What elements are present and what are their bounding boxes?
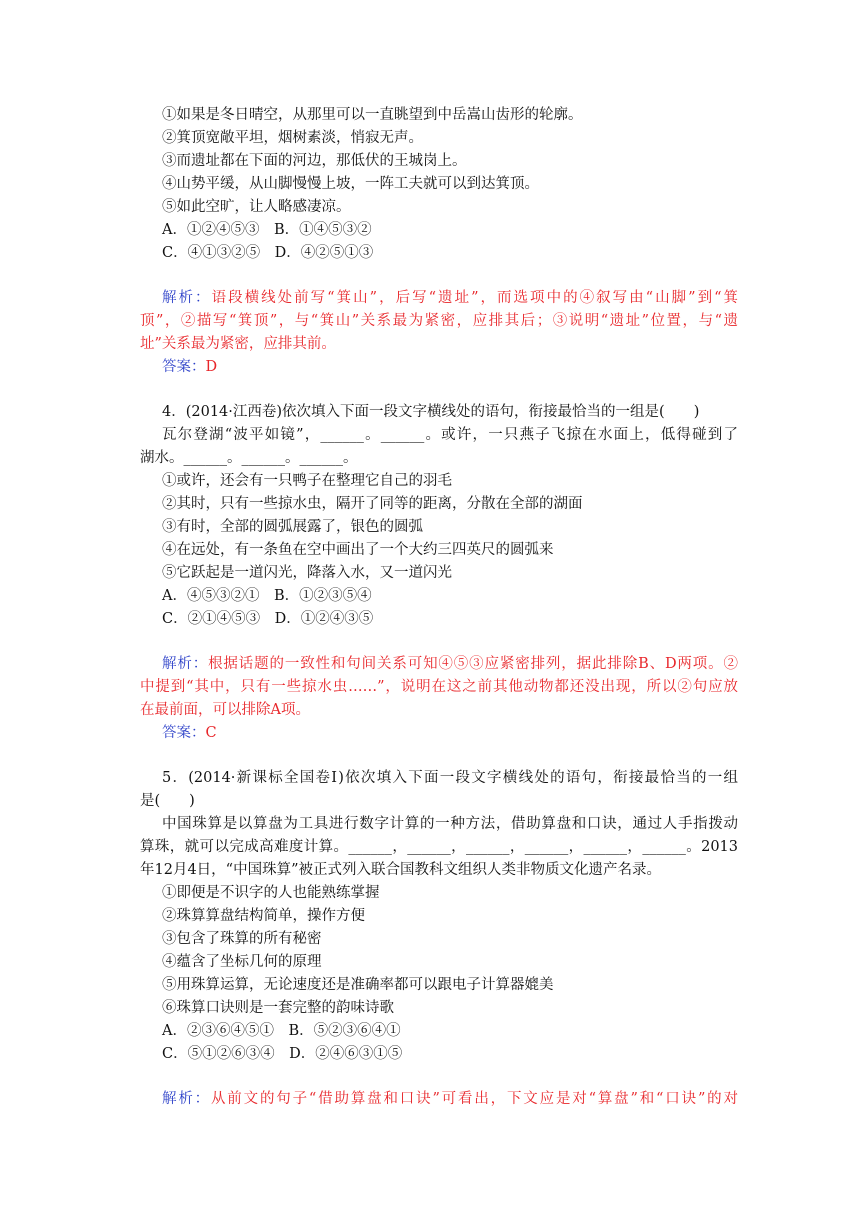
q4-analysis-label: 解析： (162, 656, 209, 672)
q5-analysis-label: 解析： (162, 1091, 211, 1107)
q4-choices-ab: A．④⑤③②① B．①②③⑤④ (162, 588, 372, 604)
q4-answer: 答案：C (162, 725, 217, 741)
q3-option-5: ⑤如此空旷，让人略感凄凉。 (162, 199, 351, 215)
q5-analysis-line-1: 解析：从前文的句子“借助算盘和口诀”可看出，下文应是对“算盘”和“口诀”的对 (162, 1091, 739, 1107)
q4-option-4: ④在远处，有一条鱼在空中画出了一个大约三四英尺的圆弧来 (162, 542, 554, 558)
q5-stem-line-1: 5．(2014·新课标全国卷Ⅰ)依次填入下面一段文字横线处的语句，衔接最恰当的一组 (162, 770, 738, 786)
q4-choices-cd: C．②①④⑤③ D．①②④③⑤ (162, 611, 374, 627)
q3-answer: 答案：D (162, 359, 218, 375)
q4-option-5: ⑤它跃起是一道闪光，降落入水，又一道闪光 (162, 565, 452, 581)
q5-option-3: ③包含了珠算的所有秘密 (162, 931, 322, 947)
q5-option-2: ②珠算算盘结构简单，操作方便 (162, 908, 365, 924)
q4-analysis-line-1: 解析：根据话题的一致性和句间关系可知④⑤③应紧密排列，据此排除B、D两项。② (162, 656, 739, 672)
q5-passage-line-3: 年12月4日，“中国珠算”被正式列入联合国教科文组织人类非物质文化遗产名录。 (140, 862, 661, 878)
q5-option-5: ⑤用珠算运算，无论速度还是准确率都可以跟电子计算器媲美 (162, 977, 554, 993)
q4-passage-line-1: 瓦尔登湖“波平如镜”，______。______。或许，一只燕子飞掠在水面上，低得碰到了 (162, 427, 738, 443)
q5-passage-line-2: 算珠，就可以完成高难度计算。______，______，______，______，______，______。2013 (140, 839, 738, 855)
q4-option-1: ①或许，还会有一只鸭子在整理它自己的羽毛 (162, 473, 452, 489)
q5-option-6: ⑥珠算口诀则是一套完整的韵味诗歌 (162, 1000, 394, 1016)
q5-option-1: ①即便是不识字的人也能熟练掌握 (162, 885, 380, 901)
q4-answer-label: 答案： (162, 725, 206, 741)
q5-passage-line-1: 中国珠算是以算盘为工具进行数字计算的一种方法，借助算盘和口诀，通过人手指拨动 (162, 816, 738, 832)
q3-choices-cd: C．④①③②⑤ D．④②⑤①③ (162, 245, 374, 261)
q5-choices-ab: A．②③⑥④⑤① B．⑤②③⑥④① (162, 1023, 401, 1039)
q3-answer-label: 答案： (162, 359, 206, 375)
q3-choices-ab: A．①②④⑤③ B．①④⑤③② (162, 222, 372, 238)
q3-analysis-label: 解析： (162, 290, 212, 306)
q3-analysis-line-1: 解析：语段横线处前写“箕山”，后写“遗址”，而选项中的④叙写由“山脚”到“箕 (162, 290, 739, 306)
q5-choices-cd: C．⑤①②⑥③④ D．②④⑥③①⑤ (162, 1046, 403, 1062)
q5-stem-line-2: 是( ) (140, 793, 195, 809)
q3-option-3: ③而遗址都在下面的河边，那低伏的王城岗上。 (162, 153, 467, 169)
q4-analysis-line-2: 中提到“其中，只有一些掠水虫……”，说明在这之前其他动物都还没出现，所以②句应放 (140, 679, 738, 695)
q3-option-1: ①如果是冬日晴空，从那里可以一直眺望到中岳嵩山齿形的轮廓。 (162, 107, 583, 123)
q4-option-2: ②其时，只有一些掠水虫，隔开了同等的距离，分散在全部的湖面 (162, 496, 583, 512)
q3-analysis-line-2: 顶”，②描写“箕顶”，与“箕山”关系最为紧密，应排其后；③说明“遗址”位置，与“遗 (140, 313, 738, 329)
q4-passage-line-2: 湖水。______。______。______。 (140, 450, 358, 466)
q4-option-3: ③有时，全部的圆弧展露了，银色的圆弧 (162, 519, 423, 535)
q3-option-2: ②箕顶宽敞平坦，烟树素淡，悄寂无声。 (162, 130, 423, 146)
q4-stem: 4．(2014·江西卷)依次填入下面一段文字横线处的语句，衔接最恰当的一组是( ) (162, 404, 700, 420)
q5-option-4: ④蕴含了坐标几何的原理 (162, 954, 322, 970)
q4-analysis-line-3: 在最前面，可以排除A项。 (140, 702, 310, 718)
q3-analysis-line-3: 址”关系最为紧密，应排其前。 (140, 336, 336, 352)
q3-option-4: ④山势平缓，从山脚慢慢上坡，一阵工夫就可以到达箕顶。 (162, 176, 539, 192)
